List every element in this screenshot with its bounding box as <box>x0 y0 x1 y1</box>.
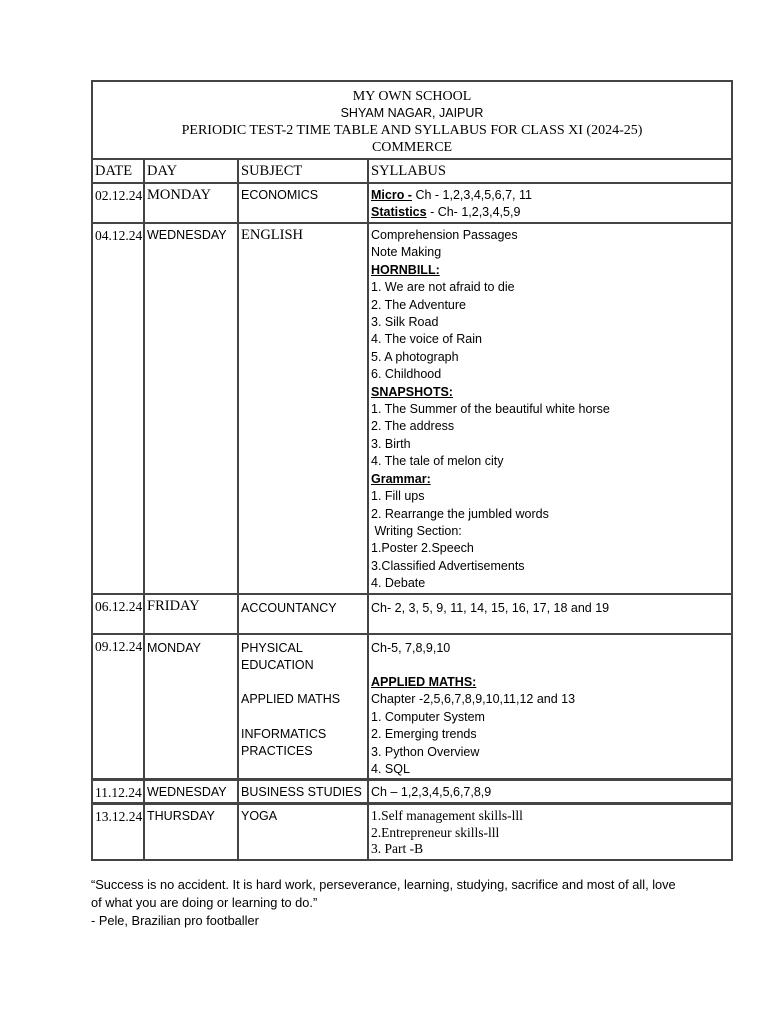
syllabus-line: 4. Debate <box>371 576 426 591</box>
syllabus-line: 1. Computer System <box>371 709 485 724</box>
syllabus-line: Chapter -2,5,6,7,8,9,10,11,12 and 13 <box>371 692 576 707</box>
quote-line: “Success is no accident. It is hard work, perseverance, learning, studying, sacrifice and most of all, love <box>91 877 676 892</box>
syllabus-line <box>371 204 729 221</box>
table-row <box>92 804 732 860</box>
table-row <box>92 780 732 804</box>
quote-line: of what you are doing or learning to do.” <box>91 895 318 910</box>
syllabus-line: 4. The voice of Rain <box>371 332 482 347</box>
syllabus-line: Note Making <box>371 245 442 260</box>
syllabus-cell <box>368 634 732 780</box>
syllabus-line: 4. The tale of melon city <box>371 454 504 469</box>
day-cell: MONDAY <box>144 183 238 223</box>
date-cell: 06.12.24 <box>92 594 144 634</box>
section-heading: Grammar: <box>371 471 431 486</box>
day-cell: MONDAY <box>144 634 238 780</box>
section-heading: SNAPSHOTS: <box>371 384 453 399</box>
syllabus-line: 2. The address <box>371 419 455 434</box>
table-row <box>92 223 732 594</box>
subject-cell: ACCOUNTANCY <box>238 594 368 634</box>
syllabus-line: 2.Entrepreneur skills-lll <box>371 824 500 840</box>
date-cell: 13.12.24 <box>92 804 144 860</box>
stream-label: COMMERCE <box>371 140 453 155</box>
statistics-label: Statistics <box>371 205 427 220</box>
micro-label: Micro - <box>371 188 412 202</box>
table-row <box>92 634 732 780</box>
day-cell: WEDNESDAY <box>144 223 238 594</box>
statistics-chapters: - Ch- 1,2,3,4,5,9 <box>426 205 521 220</box>
section-heading: APPLIED MATHS: <box>371 674 477 689</box>
syllabus-cell <box>368 223 732 594</box>
syllabus-line: 3. Silk Road <box>371 315 439 330</box>
syllabus-cell: Ch – 1,2,3,4,5,6,7,8,9 <box>368 780 732 804</box>
syllabus-cell <box>368 804 732 860</box>
syllabus-line: 5. A photograph <box>371 349 459 364</box>
school-address: SHYAM NAGAR, JAIPUR <box>340 106 484 120</box>
column-header-subject: SUBJECT <box>238 159 368 183</box>
subject-informatics: INFORMATICS <box>241 726 327 741</box>
subject-physical-education: PHYSICAL EDUCATION <box>241 640 314 672</box>
column-header-row <box>92 159 732 183</box>
subject-applied-maths: APPLIED MATHS <box>241 692 341 707</box>
syllabus-line: Comprehension Passages <box>371 228 518 242</box>
syllabus-line: 1.Self management skills-lll <box>371 808 523 824</box>
syllabus-line: Ch-5, 7,8,9,10 <box>371 640 451 655</box>
syllabus-line: 4. SQL <box>371 761 410 776</box>
syllabus-line: 2. Rearrange the jumbled words <box>371 506 549 521</box>
quote-attribution: - Pele, Brazilian pro footballer <box>91 913 259 928</box>
date-cell: 02.12.24 <box>92 183 144 223</box>
header-row <box>92 81 732 159</box>
header-block <box>92 81 732 159</box>
syllabus-line: 3. Birth <box>371 436 411 451</box>
timetable <box>91 80 733 861</box>
syllabus-line: 2. Emerging trends <box>371 727 477 742</box>
school-name: MY OWN SCHOOL <box>352 89 472 104</box>
section-heading: HORNBILL: <box>371 262 440 277</box>
subject-cell: ECONOMICS <box>238 183 368 223</box>
syllabus-line: 1.Poster 2.Speech <box>371 541 474 556</box>
syllabus-line: Writing Section: <box>371 523 462 538</box>
syllabus-line: 3. Part -B <box>371 841 424 857</box>
page-title: PERIODIC TEST-2 TIME TABLE AND SYLLABUS FOR CLASS XI (2024-25) <box>181 123 643 138</box>
column-header-syllabus: SYLLABUS <box>368 159 732 183</box>
date-cell: 11.12.24 <box>92 780 144 804</box>
column-header-day: DAY <box>144 159 238 183</box>
micro-chapters: Ch - 1,2,3,4,5,6,7, 11 <box>411 188 532 202</box>
syllabus-line: 2. The Adventure <box>371 297 466 312</box>
subject-cell: YOGA <box>238 804 368 860</box>
date-cell: 09.12.24 <box>92 634 144 780</box>
column-header-date: DATE <box>92 159 144 183</box>
subject-cell <box>238 634 368 780</box>
table-row <box>92 594 732 634</box>
syllabus-line <box>371 187 729 204</box>
quote-block <box>91 876 711 930</box>
subject-cell: ENGLISH <box>238 223 368 594</box>
syllabus-line: 1. We are not afraid to die <box>371 280 515 295</box>
table-row <box>92 183 732 223</box>
syllabus-line: 3. Python Overview <box>371 744 480 759</box>
day-cell: FRIDAY <box>144 594 238 634</box>
subject-cell: BUSINESS STUDIES <box>238 780 368 804</box>
syllabus-line: 3.Classified Advertisements <box>371 558 525 573</box>
day-cell: THURSDAY <box>144 804 238 860</box>
syllabus-cell: Ch- 2, 3, 5, 9, 11, 14, 15, 16, 17, 18 and 19 <box>368 594 732 634</box>
subject-practices: PRACTICES <box>241 744 313 759</box>
syllabus-line: 1. Fill ups <box>371 489 425 504</box>
syllabus-line: 6. Childhood <box>371 367 442 382</box>
day-cell: WEDNESDAY <box>144 780 238 804</box>
syllabus-line: 1. The Summer of the beautiful white horse <box>371 402 610 417</box>
date-cell: 04.12.24 <box>92 223 144 594</box>
syllabus-cell <box>368 183 732 223</box>
